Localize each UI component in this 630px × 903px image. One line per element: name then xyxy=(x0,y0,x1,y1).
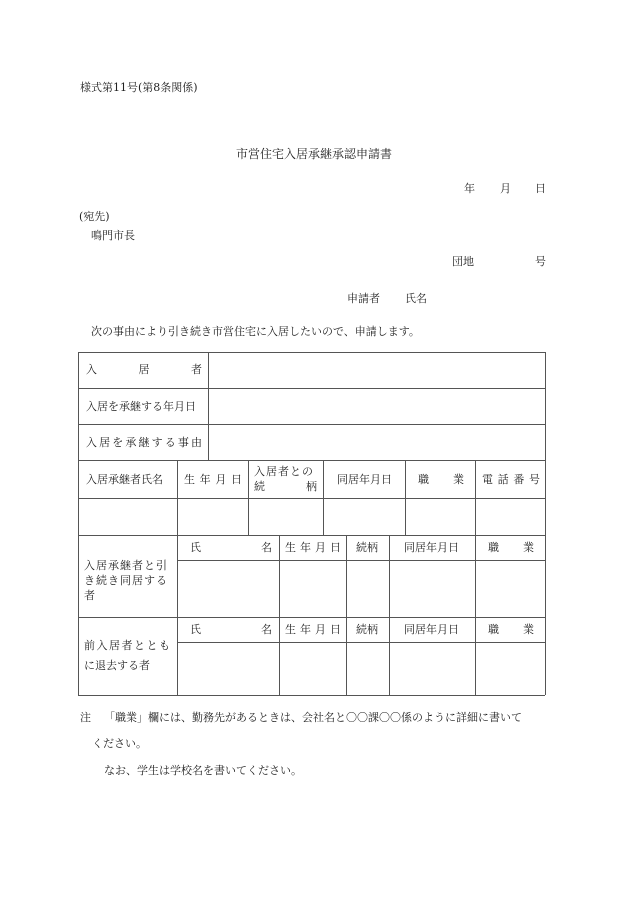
leaving-cohabit-date-field[interactable] xyxy=(390,643,474,694)
cohabitants-name-field[interactable] xyxy=(178,561,278,616)
note-line-2: ください。 xyxy=(92,737,147,750)
successor-birthdate-field[interactable] xyxy=(178,499,247,534)
leaving-occupation-field[interactable] xyxy=(476,643,544,694)
applicant-label: 申請者 xyxy=(347,292,380,305)
leaving-label-line2: に退去する者 xyxy=(84,659,150,672)
label-char: 居 xyxy=(99,436,111,449)
header-char: 生 xyxy=(184,473,195,486)
label-char: 入 xyxy=(86,436,97,449)
cohabitants-birthdate-header xyxy=(285,542,341,553)
header-char: 職 xyxy=(488,623,499,636)
successor-phone-header xyxy=(482,474,540,485)
header-char: 電 xyxy=(482,473,493,486)
header-char: 話 xyxy=(497,473,509,486)
page-title: 市営住宅入居承継承認申請書 xyxy=(236,147,393,161)
header-char: 続 xyxy=(254,480,265,493)
header-char: 名 xyxy=(261,541,272,554)
header-char: 番 xyxy=(513,473,525,486)
leaving-cohabit-date-header: 同居年月日 xyxy=(404,623,459,636)
unit-number-label: 号 xyxy=(535,255,546,268)
leaving-birthdate-field[interactable] xyxy=(280,643,345,694)
leaving-name-field[interactable] xyxy=(178,643,278,694)
succession-date-field[interactable] xyxy=(209,389,544,423)
complex-label: 団地 xyxy=(452,255,474,268)
succession-reason-label xyxy=(86,437,202,448)
addressee-label: (宛先) xyxy=(79,210,110,223)
cohabitants-relation-header: 続柄 xyxy=(356,541,378,554)
cohabitants-occupation-header xyxy=(488,542,534,553)
label-char: す xyxy=(151,436,163,449)
header-char: 年 xyxy=(199,473,211,486)
note-prefix: 注 xyxy=(80,711,91,724)
header-char: 氏 xyxy=(190,541,201,554)
header-char: 業 xyxy=(453,473,464,486)
header-char: 日 xyxy=(330,541,341,554)
header-char: 生 xyxy=(285,623,296,636)
leaving-relation-field[interactable] xyxy=(347,643,388,694)
header-char: 職 xyxy=(488,541,499,554)
header-char: 月 xyxy=(315,541,326,554)
header-char: 号 xyxy=(528,473,540,486)
cohabitants-name-header xyxy=(190,542,272,553)
successor-name-field[interactable] xyxy=(79,499,176,534)
successor-birthdate-header xyxy=(184,474,242,485)
label-char: 継 xyxy=(138,436,150,449)
successor-cohabit-date-field[interactable] xyxy=(324,499,404,534)
succession-date-label: 入居を承継する年月日 xyxy=(86,400,196,413)
occupant-field[interactable] xyxy=(209,353,544,387)
form-number: 様式第11号(第8条関係) xyxy=(80,81,198,94)
cohabitants-occupation-field[interactable] xyxy=(476,561,544,616)
leaving-birthdate-header xyxy=(285,624,341,635)
label-char: 居 xyxy=(138,363,150,376)
label-char: る xyxy=(164,436,176,449)
header-char: 名 xyxy=(261,623,272,636)
successor-relation-header-line2 xyxy=(254,481,317,492)
successor-relation-field[interactable] xyxy=(249,499,322,534)
applicant-name-label: 氏名 xyxy=(405,292,427,305)
leaving-relation-header: 続柄 xyxy=(356,623,378,636)
header-char: 業 xyxy=(523,623,534,636)
occupant-label xyxy=(86,364,202,375)
successor-phone-field[interactable] xyxy=(476,499,544,534)
leaving-name-header xyxy=(190,624,272,635)
header-char: 日 xyxy=(330,623,341,636)
header-char: 日 xyxy=(230,473,242,486)
successor-relation-header-line1: 入居者との xyxy=(254,465,314,478)
cohabitants-label: 入居承継者と引き続き同居する者 xyxy=(84,559,168,602)
label-char: 者 xyxy=(191,363,202,376)
label-char: 事 xyxy=(177,436,189,449)
successor-name-header: 入居承継者氏名 xyxy=(86,473,163,486)
leaving-occupation-header xyxy=(488,624,534,635)
header-char: 年 xyxy=(300,623,311,636)
leaving-label-line1: 前入居者ととも xyxy=(84,639,172,652)
succession-reason-field[interactable] xyxy=(209,425,544,459)
date-year-label: 年 xyxy=(464,182,475,195)
successor-occupation-field[interactable] xyxy=(406,499,474,534)
header-char: 月 xyxy=(315,623,326,636)
label-char: 由 xyxy=(191,436,202,449)
header-char: 業 xyxy=(523,541,534,554)
date-month-label: 月 xyxy=(500,182,511,195)
intro-text: 次の事由により引き続き市営住宅に入居したいので、申請します。 xyxy=(91,325,420,338)
header-char: 年 xyxy=(300,541,311,554)
note-line-3: なお、学生は学校名を書いてください。 xyxy=(104,764,302,777)
cohabitants-birthdate-field[interactable] xyxy=(280,561,345,616)
date-day-label: 日 xyxy=(535,182,546,195)
label-char: を xyxy=(112,436,124,449)
successor-occupation-header xyxy=(418,474,464,485)
note-line-1: 「職業」欄には、勤務先があるときは、会社名と〇〇課〇〇係のように詳細に書いて xyxy=(104,711,522,724)
addressee-name: 鳴門市長 xyxy=(91,229,135,242)
label-char: 承 xyxy=(125,436,137,449)
header-char: 職 xyxy=(418,473,429,486)
cohabitants-cohabit-date-field[interactable] xyxy=(390,561,474,616)
header-char: 柄 xyxy=(306,480,317,493)
successor-cohabit-date-header: 同居年月日 xyxy=(337,473,392,486)
label-char: 入 xyxy=(86,363,97,376)
header-char: 生 xyxy=(285,541,296,554)
header-char: 氏 xyxy=(190,623,201,636)
header-char: 月 xyxy=(215,473,227,486)
cohabitants-cohabit-date-header: 同居年月日 xyxy=(404,541,459,554)
cohabitants-relation-field[interactable] xyxy=(347,561,388,616)
